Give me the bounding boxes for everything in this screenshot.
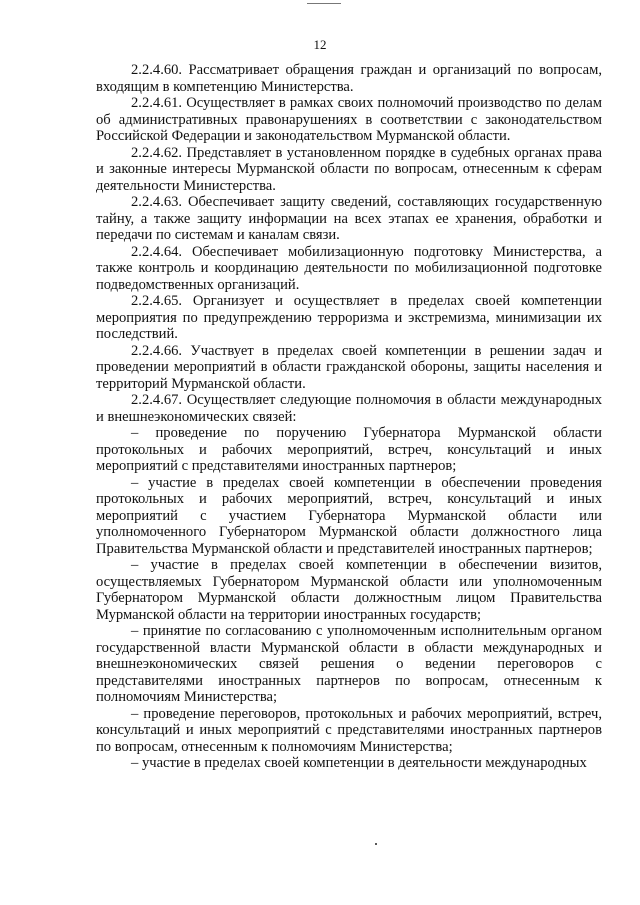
paragraph-2-2-4-67: 2.2.4.67. Осуществляет следующие полномочия в области международных и внешнеэкономических связей: — [96, 392, 602, 425]
paragraph-2-2-4-65: 2.2.4.65. Организует и осуществляет в пределах своей компетенции мероприятия по предупреждению терроризма и экстремизма, минимизации их последствий. — [96, 293, 602, 342]
top-edge-mark — [307, 3, 341, 4]
paragraph-2-2-4-66: 2.2.4.66. Участвует в пределах своей компетенции в решении задач и проведении мероприятий в области гражданской обороны, защиты населения и территорий Мурманской области. — [96, 342, 602, 392]
list-item: – проведение по поручению Губернатора Мурманской области протокольных и рабочих мероприятий, встреч, консультаций и иных мероприятий с представителями иностранных партнеров; — [96, 425, 602, 474]
list-item: – проведение переговоров, протокольных и рабочих мероприятий, встреч, консультаций и иных мероприятий с представителями иностранных партнеров по вопросам, отнесенным к полномочиям Министерства; — [96, 705, 602, 755]
paragraph-2-2-4-64: 2.2.4.64. Обеспечивает мобилизационную подготовку Министерства, а также контроль и координацию деятельности по мобилизационной подготовке подведомственных организаций. — [96, 243, 602, 293]
paragraph-2-2-4-62: 2.2.4.62. Представляет в установленном порядке в судебных органах права и законные интересы Мурманской области по вопросам, отнесенным к сферам деятельности Министерства. — [96, 144, 602, 194]
scan-speck — [375, 843, 377, 845]
paragraph-2-2-4-60: 2.2.4.60. Рассматривает обращения граждан и организаций по вопросам, входящим в компетенцию Министерства. — [96, 62, 602, 95]
paragraph-2-2-4-63: 2.2.4.63. Обеспечивает защиту сведений, составляющих государственную тайну, а также защиту информации на всех этапах ее хранения, обработки и передачи по системам и каналам связи. — [96, 194, 602, 243]
paragraph-2-2-4-61: 2.2.4.61. Осуществляет в рамках своих полномочий производство по делам об административных правонарушениях в соответствии с законодательством Российской Федерации и законодательством Мурманской области. — [96, 95, 602, 144]
document-body — [96, 62, 602, 772]
list-item: – принятие по согласованию с уполномоченным исполнительным органом государственной власти Мурманской области в области международных и внешнеэкономических связей решения о ведении переговоров с представителями иностранных партнеров по вопросам, отнесенным к полномочиям Министерства; — [96, 623, 602, 705]
page-number: 12 — [313, 37, 327, 52]
list-item: – участие в пределах своей компетенции в обеспечении проведения протокольных и рабочих мероприятий, встреч, консультаций и иных мероприятий с участием Губернатора Мурманской области или уполномоченного Губернатором Мурманской области должностного лица Правительства Мурманской области и представителей иностранных партнеров; — [96, 474, 602, 557]
list-item: – участие в пределах своей компетенции в деятельности международных — [131, 755, 587, 771]
list-item: – участие в пределах своей компетенции в обеспечении визитов, осуществляемых Губернатором Мурманской области или уполномоченным Губернатором Мурманской области должностным лицом Правительства Мурманской области на территории иностранных государств; — [96, 557, 602, 623]
